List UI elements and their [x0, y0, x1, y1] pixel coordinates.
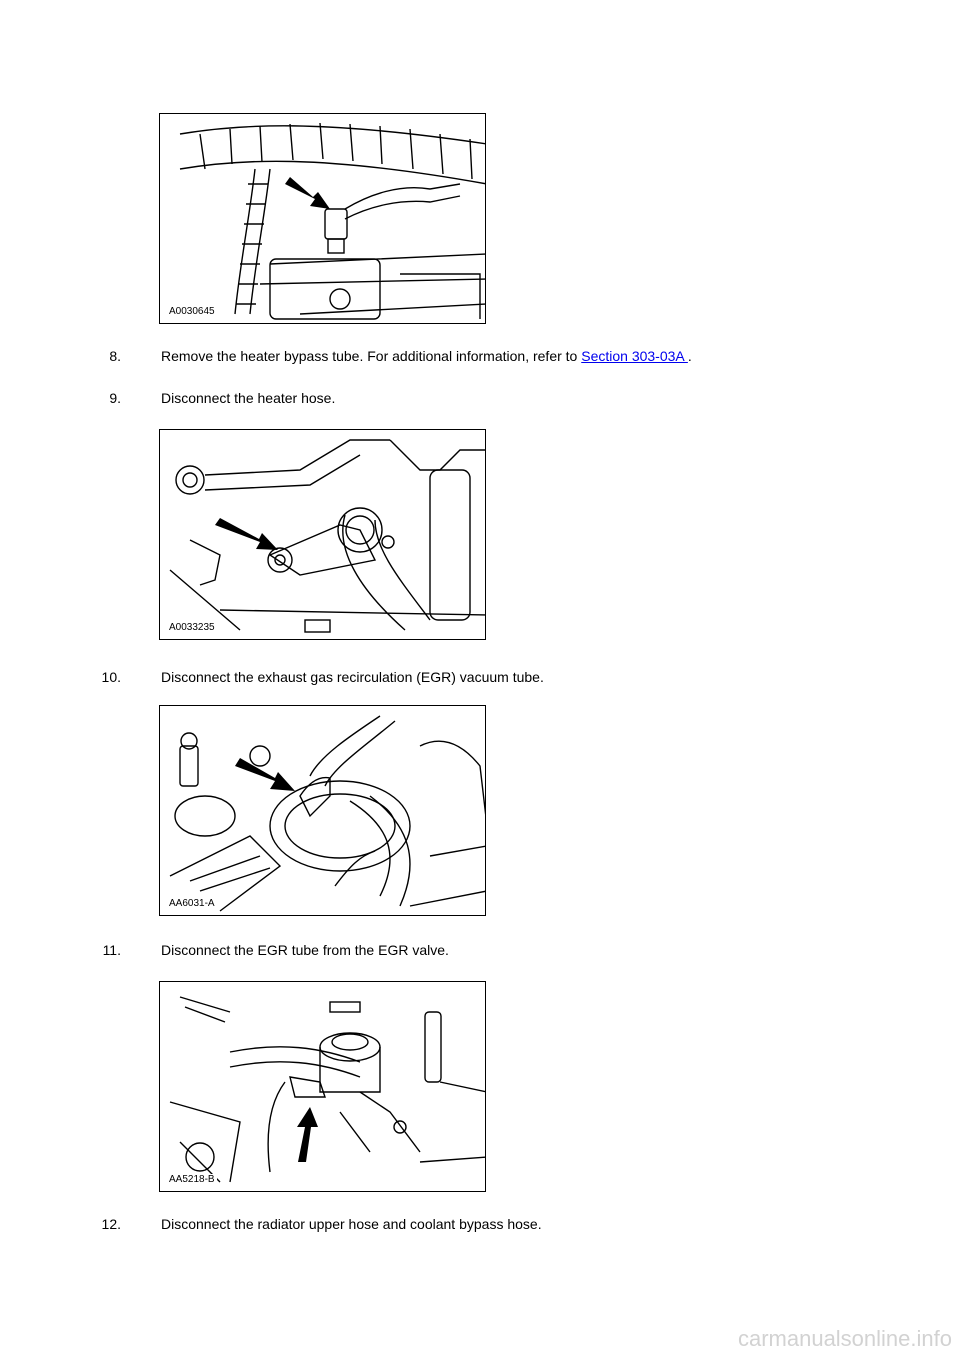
step-text	[161, 347, 692, 365]
figure-code: AA6031-A	[169, 898, 215, 909]
figure-drawing	[160, 114, 486, 324]
step-text: Disconnect the radiator upper hose and coolant bypass hose.	[161, 1216, 542, 1232]
step-number: 11.	[102, 942, 121, 958]
step-text: Disconnect the exhaust gas recirculation (EGR) vacuum tube.	[161, 669, 544, 685]
figure-code: A0033235	[169, 622, 215, 633]
figure-drawing	[160, 430, 486, 640]
step-text: Disconnect the EGR tube from the EGR valve.	[161, 942, 449, 958]
figure-code: A0030645	[169, 306, 215, 317]
figure-code: AA5218-B	[169, 1174, 215, 1185]
step-text: Disconnect the heater hose.	[161, 390, 336, 406]
step-text-end: .	[687, 348, 692, 364]
watermark: carmanualsonline.info	[737, 1326, 952, 1351]
figure-drawing	[160, 982, 486, 1192]
step-number: 12.	[101, 1216, 121, 1232]
step-number: 8.	[109, 348, 121, 364]
figure-drawing	[160, 706, 486, 916]
step-number: 9.	[109, 390, 121, 406]
section-link[interactable]: Section 303-03A	[581, 348, 688, 364]
figure-egr-tube	[159, 981, 486, 1192]
figure-heater-hose	[159, 429, 486, 640]
figure-connector	[159, 113, 486, 324]
figure-egr-vacuum-tube	[159, 705, 486, 916]
step-number: 10.	[101, 669, 121, 685]
step-text-body: Remove the heater bypass tube. For additional information, refer to	[161, 348, 582, 364]
